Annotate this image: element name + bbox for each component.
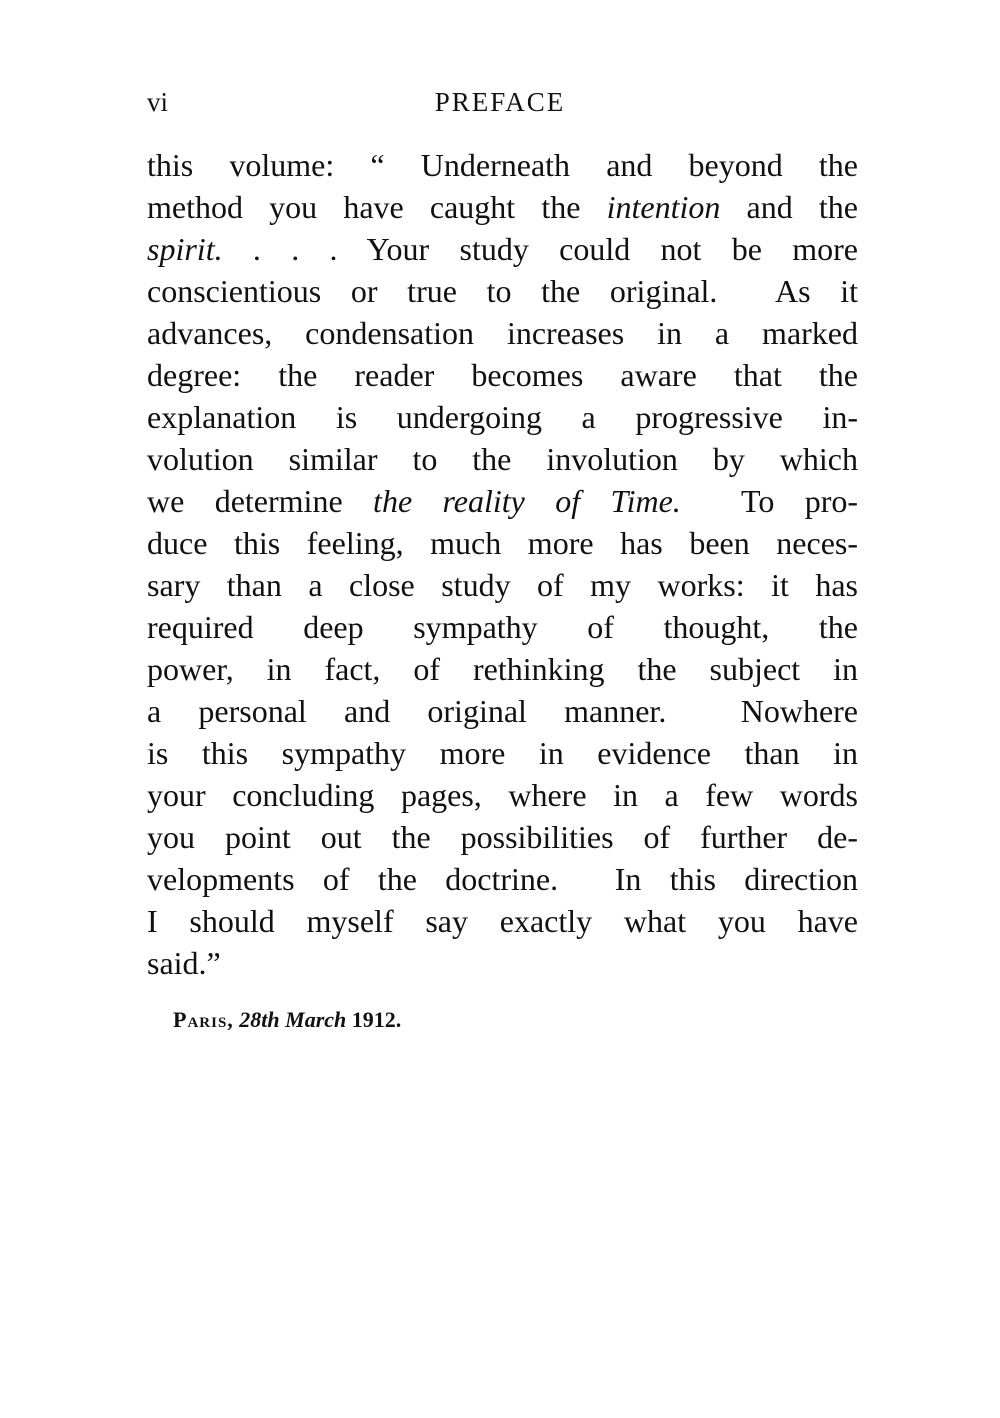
text-segment: degree: the reader becomes aware that the bbox=[147, 357, 858, 393]
text-line bbox=[147, 648, 858, 690]
italic-text-segment: intention bbox=[606, 189, 721, 225]
text-segment: sary than a close study of my works: it has bbox=[147, 567, 858, 603]
text-segment: velopments of the doctrine. In this direction bbox=[147, 861, 858, 897]
text-segment: required deep sympathy of thought, the bbox=[147, 609, 858, 645]
text-segment: this volume: “ Underneath and beyond the bbox=[147, 147, 858, 183]
preface-body-text bbox=[147, 144, 858, 984]
text-segment: you point out the possibilities of further de- bbox=[147, 819, 858, 855]
text-segment: and the bbox=[720, 189, 859, 225]
text-segment: we determine bbox=[147, 483, 374, 519]
text-segment: duce this feeling, much more has been neces- bbox=[147, 525, 858, 561]
text-segment: power, in fact, of rethinking the subject in bbox=[147, 651, 858, 687]
page-number: vi bbox=[147, 87, 169, 117]
text-segment: explanation is undergoing a progressive in- bbox=[147, 399, 858, 435]
text-segment: I should myself say exactly what you have bbox=[147, 903, 858, 939]
text-line bbox=[147, 186, 858, 228]
text-segment: is this sympathy more in evidence than in bbox=[147, 735, 858, 771]
text-line bbox=[147, 438, 858, 480]
text-line bbox=[147, 522, 858, 564]
signoff-dateline bbox=[173, 1006, 401, 1034]
text-line bbox=[147, 900, 858, 942]
text-line bbox=[147, 270, 858, 312]
text-line bbox=[147, 312, 858, 354]
text-line bbox=[147, 774, 858, 816]
text-line bbox=[147, 228, 858, 270]
text-segment: . . . Your study could not be more bbox=[222, 231, 858, 267]
signoff-year: 1912. bbox=[351, 1007, 402, 1032]
text-line bbox=[147, 396, 858, 438]
text-segment: method you have caught the bbox=[147, 189, 607, 225]
text-segment: said.” bbox=[147, 945, 221, 981]
text-segment: advances, condensation increases in a marked bbox=[147, 315, 858, 351]
signoff-place: Paris, bbox=[173, 1007, 234, 1032]
text-line bbox=[147, 690, 858, 732]
text-line bbox=[147, 564, 858, 606]
text-segment: your concluding pages, where in a few words bbox=[147, 777, 858, 813]
text-segment: a personal and original manner. Nowhere bbox=[147, 693, 858, 729]
text-line bbox=[147, 480, 858, 522]
text-line bbox=[147, 606, 858, 648]
text-line bbox=[147, 858, 858, 900]
text-line bbox=[147, 144, 858, 186]
text-segment: volution similar to the involution by which bbox=[147, 441, 858, 477]
text-line bbox=[147, 942, 858, 984]
text-line bbox=[147, 732, 858, 774]
text-line bbox=[147, 354, 858, 396]
italic-text-segment: spirit. bbox=[147, 231, 223, 267]
text-segment: conscientious or true to the original. As it bbox=[147, 273, 858, 309]
signoff-date: 28th March bbox=[239, 1007, 347, 1032]
italic-text-segment: the reality of Time. bbox=[373, 483, 681, 519]
text-line bbox=[147, 816, 858, 858]
text-segment: To pro- bbox=[680, 483, 859, 519]
running-title: PREFACE bbox=[434, 87, 566, 117]
